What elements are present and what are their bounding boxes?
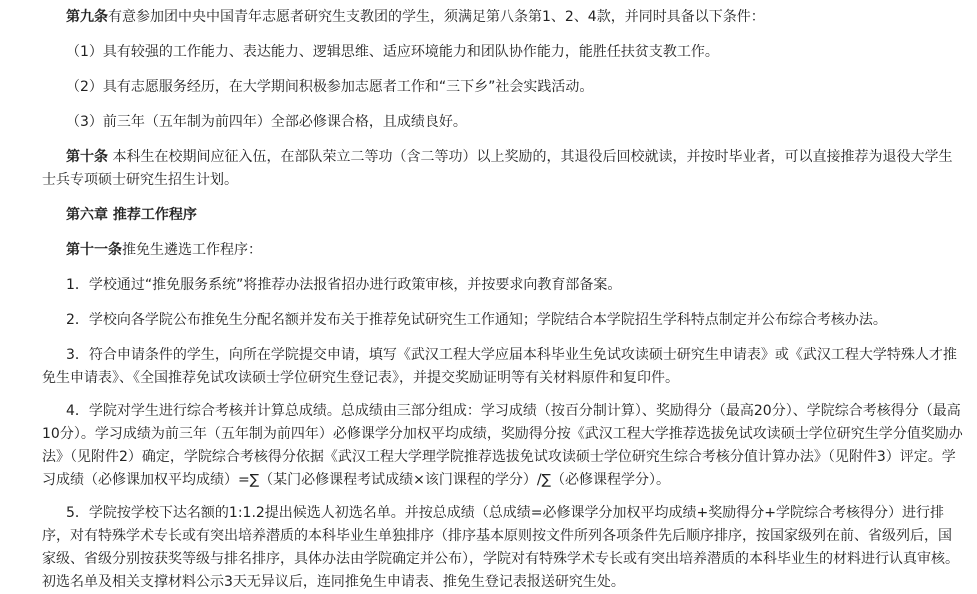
article-11-text: 推免生遴选工作程序： [122, 242, 262, 258]
article-9-item-1: （1）具有较强的工作能力、表达能力、逻辑思维、适应环境能力和团队协作能力，能胜任扶贫支教工作。 [66, 44, 719, 60]
chapter-6-title: 第六章 推荐工作程序 [66, 207, 197, 223]
article-9-intro [42, 6, 965, 29]
article-11-step-4: 4．学院对学生进行综合考核并计算总成绩。总成绩由三部分组成：学习成绩（按百分制计算）、奖励得分（最高20分）、学院综合考核得分（最高10分）。学习成绩为前三年（五年制为前四年）必修课学分加权平均成绩，奖励得分按《武汉工程大学推荐选拔免试攻读硕士学位研究生学分值奖励办法》（见附件2）确定，学院综合考核得分依据《武汉工程大学理学院推荐选拔免试攻读硕士学位研究生综合考核分值计算办法》（见附件3）评定。学习成绩（必修课加权平均成绩）=∑（某门必修课程考试成绩×该门课程的学分）/∑（必修课程学分）。 [42, 403, 963, 488]
article-11-step-2: 2．学校向各学院公布推免生分配名额并发布关于推荐免试研究生工作通知；学院结合本学院招生学科特点制定并公布综合考核办法。 [66, 312, 887, 328]
article-11-step-1: 1．学校通过“推免服务系统”将推荐办法报省招办进行政策审核，并按要求向教育部备案。 [66, 277, 622, 293]
article-11-intro [42, 239, 965, 262]
article-9-item-3: （3）前三年（五年制为前四年）全部必修课合格，且成绩良好。 [66, 114, 467, 130]
article-11-heading: 第十一条 [66, 242, 122, 258]
article-11-step-3: 3．符合申请条件的学生，向所在学院提交申请，填写《武汉工程大学应届本科毕业生免试攻读硕士研究生申请表》或《武汉工程大学特殊人才推免生申请表》、《全国推荐免试攻读硕士学位研究生登记表》，并提交奖励证明等有关材料原件和复印件。 [42, 347, 957, 386]
article-9-item-2: （2）具有志愿服务经历，在大学期间积极参加志愿者工作和“三下乡”社会实践活动。 [66, 79, 594, 95]
article-11-step-5: 5．学院按学校下达名额的1:1.2提出候选人初选名单。并按总成绩（总成绩=必修课学分加权平均成绩+奖励得分+学院综合考核得分）进行排序，对有特殊学术专长或有突出培养潜质的本科毕业生单独排序（排序基本原则按文件所列各项条件先后顺序排序，按国家级列在前、省级列后，国家级、省级分别按获奖等级与排名排序，具体办法由学院确定并公布），学院对有特殊学术专长或有突出培养潜质的本科毕业生的材料进行认真审核。初选名单及相关支撑材料公示3天无异议后，连同推免生申请表、推免生登记表报送研究生处。 [42, 505, 959, 590]
article-10-text: 本科生在校期间应征入伍，在部队荣立二等功（含二等功）以上奖励的，其退役后回校就读，并按时毕业者，可以直接推荐为退役大学生士兵专项硕士研究生招生计划。 [42, 149, 953, 188]
article-9-text: 有意参加团中央中国青年志愿者研究生支教团的学生，须满足第八条第1、2、4款，并同时具备以下条件： [108, 9, 765, 25]
article-10-heading: 第十条 [66, 149, 108, 165]
article-9-heading: 第九条 [66, 9, 108, 25]
article-10 [42, 146, 965, 192]
